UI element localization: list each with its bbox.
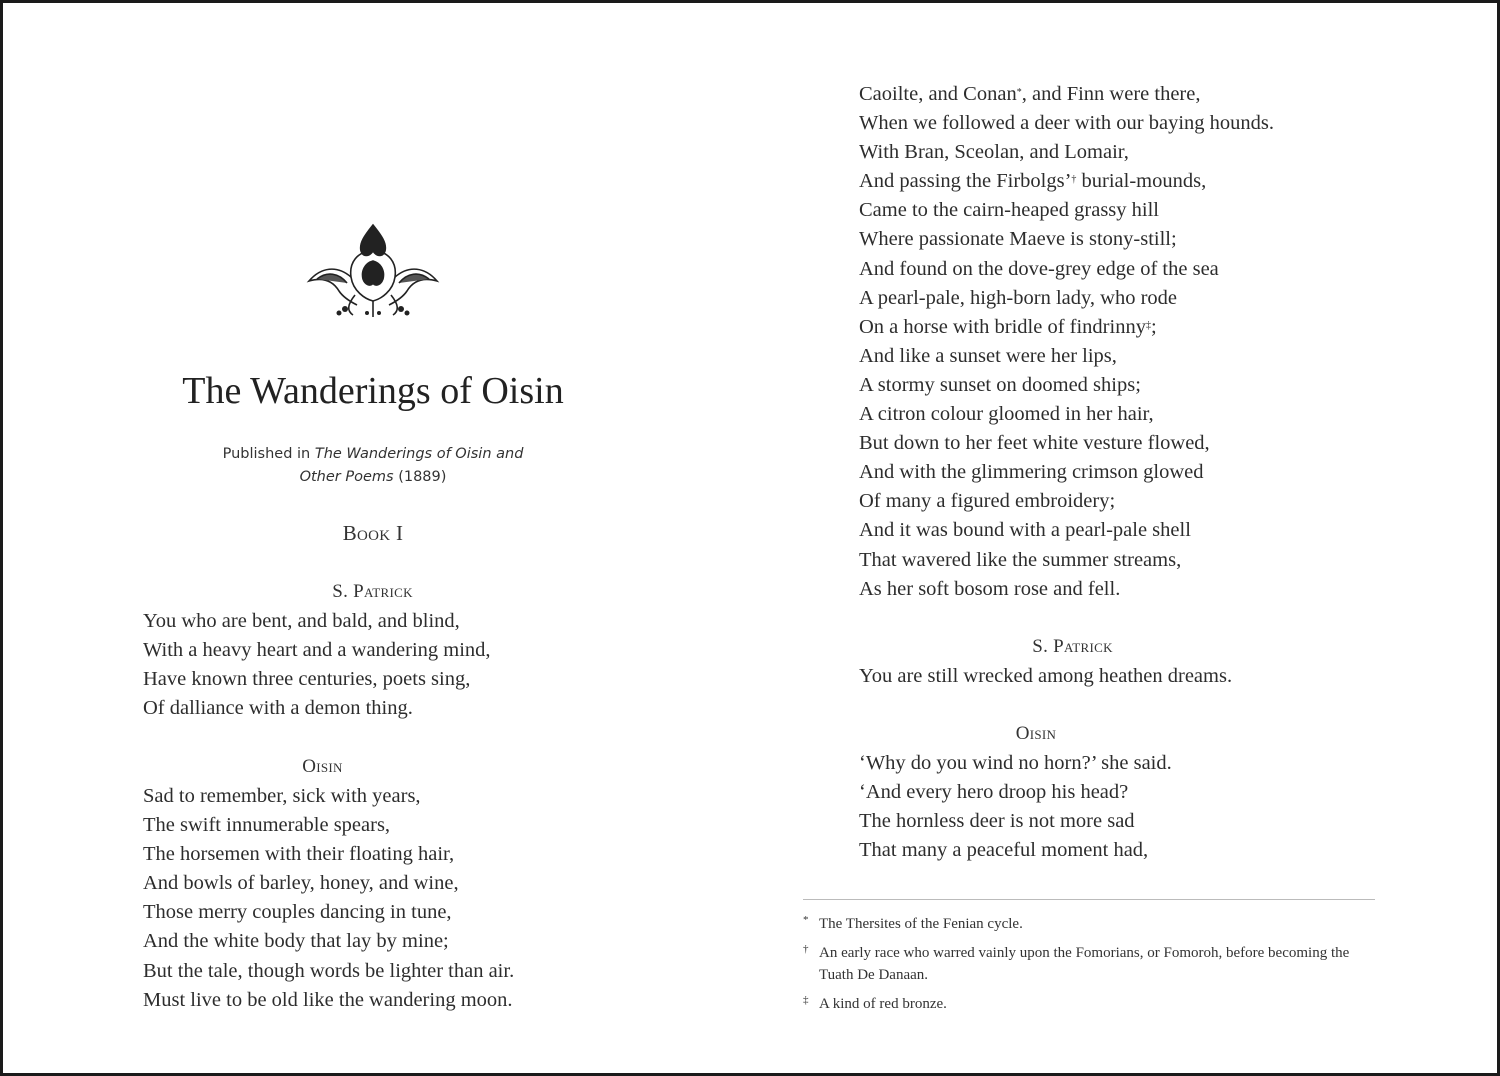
verse-line: The swift innumerable spears,	[143, 814, 391, 837]
publication-prefix: Published in	[222, 446, 311, 462]
book-heading: Book I	[342, 521, 404, 545]
stanza-left-1	[143, 607, 491, 723]
footnote	[803, 942, 1375, 986]
verse-line: A stormy sunset on doomed ships;	[859, 373, 1141, 396]
publication-year: (1889)	[398, 469, 447, 485]
verse-line: A citron colour gloomed in her hair,	[859, 403, 1154, 426]
verse-line: And the white body that lay by mine;	[143, 930, 449, 953]
footnote-mark: ‡	[803, 994, 809, 1006]
footnote-mark: †	[803, 943, 809, 955]
footnote	[803, 913, 1375, 935]
floral-ornament-icon	[303, 221, 443, 321]
verse-line: Of many a figured embroidery;	[859, 490, 1116, 513]
stanza-left-2	[143, 782, 514, 1015]
footnote-ref: *	[1016, 87, 1022, 98]
poem-title: The Wanderings of Oisin	[182, 370, 564, 412]
footnotes	[803, 913, 1375, 1022]
verse-line: The hornless deer is not more sad	[859, 810, 1135, 833]
verse-line: As her soft bosom rose and fell.	[859, 577, 1121, 600]
verse-line: But down to her feet white vesture flowed,	[859, 432, 1210, 455]
verse-line: A pearl-pale, high-born lady, who rode	[859, 286, 1178, 309]
verse-line: Sad to remember, sick with years,	[143, 785, 421, 807]
verse-line: Caoilte, and Conan*, and Finn were there,	[859, 83, 1201, 105]
verse-line: Those merry couples dancing in tune,	[143, 901, 452, 924]
verse-line: And like a sunset were her lips,	[859, 344, 1117, 367]
verse-line: On a horse with bridle of findrinny‡;	[859, 315, 1157, 338]
verse-line: Came to the cairn-heaped grassy hill	[859, 199, 1159, 222]
verse-line: And bowls of barley, honey, and wine,	[143, 872, 459, 895]
stanza-right-2	[859, 662, 1232, 691]
speaker-oisin-left: Oisin	[302, 756, 343, 777]
speaker-patrick-left: S. Patrick	[332, 581, 413, 602]
verse-line: That many a peaceful moment had,	[859, 839, 1149, 862]
verse-line: ‘Why do you wind no horn?’ she said.	[859, 752, 1172, 774]
verse-line: That wavered like the summer streams,	[859, 548, 1182, 571]
verse-line: When we followed a deer with our baying hounds.	[859, 112, 1275, 135]
verse-line: But the tale, though words be lighter than air.	[143, 959, 515, 982]
verse-line: And found on the dove-grey edge of the sea	[859, 257, 1219, 280]
footnote-text: The Thersites of the Fenian cycle.	[819, 916, 1023, 932]
verse-line: Where passionate Maeve is stony-still;	[859, 228, 1177, 251]
verse-line: Of dalliance with a demon thing.	[143, 697, 413, 720]
stanza-right-3	[859, 749, 1172, 865]
footnote-divider	[803, 899, 1375, 900]
speaker-patrick-right: S. Patrick	[1032, 636, 1113, 657]
verse-line: ‘And every hero droop his head?	[859, 781, 1129, 804]
verse-line: And with the glimmering crimson glowed	[859, 461, 1204, 484]
footnote-mark: *	[803, 914, 809, 926]
footnote	[803, 993, 1375, 1015]
footnote-text: A kind of red bronze.	[819, 996, 947, 1012]
verse-line: Must live to be old like the wandering moon.	[143, 988, 513, 1011]
footnote-ref: ‡	[1145, 319, 1151, 331]
speaker-oisin-right: Oisin	[1015, 723, 1057, 744]
publication-work-line1: The Wanderings of Oisin and	[314, 446, 524, 462]
footnote-text: An early race who warred vainly upon the Fomorians, or Fomoroh, before becoming the Tuath De Danaan.	[819, 945, 1350, 983]
stanza-right-1	[859, 80, 1274, 604]
verse-line: And passing the Firbolgs’† burial-mounds,	[859, 170, 1207, 193]
publication-work-line2: Other Poems	[299, 469, 394, 485]
verse-line: And it was bound with a pearl-pale shell	[859, 519, 1191, 542]
footnote-ref: †	[1071, 174, 1077, 186]
verse-line: With a heavy heart and a wandering mind,	[143, 639, 491, 662]
verse-line: You who are bent, and bald, and blind,	[143, 610, 460, 632]
verse-line: With Bran, Sceolan, and Lomair,	[859, 141, 1129, 164]
publication-note	[173, 443, 573, 489]
verse-line: You are still wrecked among heathen dreams.	[859, 665, 1233, 687]
verse-line: The horsemen with their floating hair,	[143, 843, 455, 866]
verse-line: Have known three centuries, poets sing,	[143, 668, 471, 691]
